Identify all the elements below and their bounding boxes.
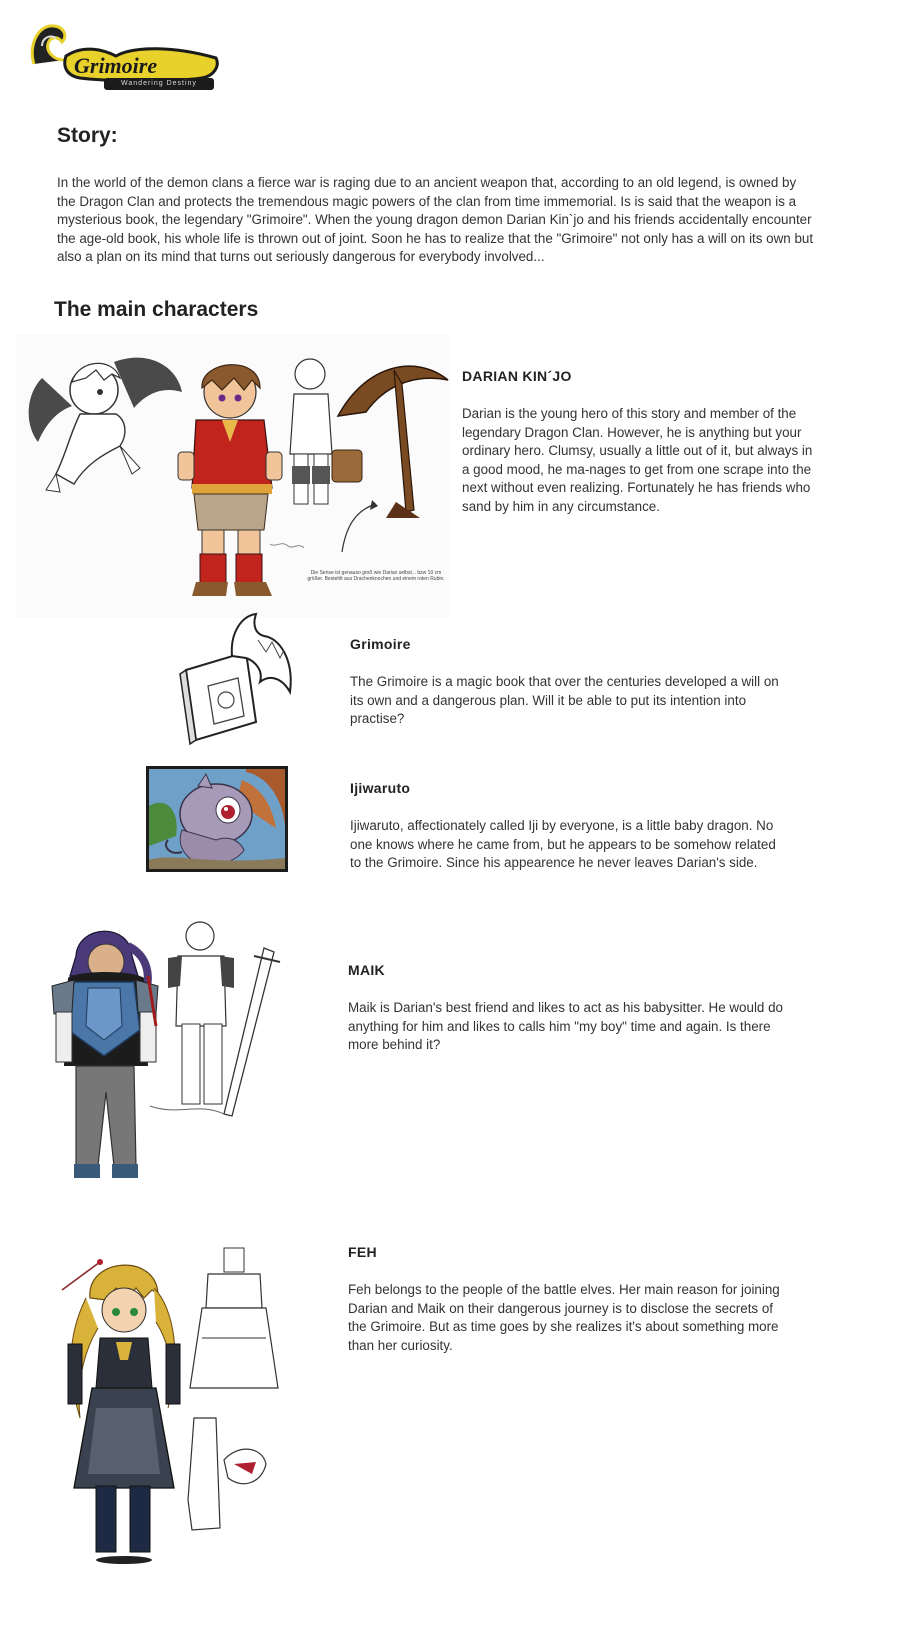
grimoire-logo bbox=[24, 16, 239, 98]
logo-tagline: Wandering Destiny bbox=[104, 78, 214, 90]
character-desc-feh: Feh belongs to the people of the battle elves. Her main reason for joining Darian and Maik on their dangerous journey is to disclose the secrets of the Grimoire. But as time goes by she realizes it's about something more than her curiosity. bbox=[348, 1282, 780, 1353]
story-text: In the world of the demon clans a fierce war is raging due to an ancient weapon that, according to an old legend, is owned by the Dragon Clan and protects the tremendous magic powers of the clan from time immemorial. Is is said that the weapon is a mysterious book, the legendary "Grimoire". When the young dragon demon Darian Kin`jo and his friends accidentally encounter the age-old book, his whole life is thrown out of joint. Soon he has to realize that the "Grimoire" not only has a will on its own but also a plan on its mind that turns out seriously dangerous for everybody involved... bbox=[57, 175, 814, 264]
character-desc-ijiwaruto: Ijiwaruto, affectionately called Iji by everyone, is a little baby dragon. No one knows where he came from, but he appears to be somehow related to the Grimoire. Since his appearence he never leaves Darian's side. bbox=[350, 818, 776, 870]
character-name-maik: MAIK bbox=[348, 962, 385, 978]
character-desc-grimoire: The Grimoire is a magic book that over the centuries developed a will on its own and a dangerous plan. Will it be able to put its intention into practise? bbox=[350, 674, 779, 726]
logo-title: Grimoire bbox=[74, 53, 158, 78]
character-name-feh: FEH bbox=[348, 1244, 377, 1260]
story-heading: Story: bbox=[57, 124, 118, 147]
ijiwaruto-art bbox=[146, 766, 288, 872]
characters-heading: The main characters bbox=[54, 298, 259, 321]
feh-character-art bbox=[56, 1238, 282, 1592]
character-name-darian: DARIAN KIN´JO bbox=[462, 368, 572, 384]
darian-character-art bbox=[16, 334, 450, 618]
character-desc-maik: Maik is Darian's best friend and likes to act as his babysitter. He would do anything for him and likes to calls him "my boy" time and again. Is there more behind it? bbox=[348, 1000, 783, 1052]
character-name-ijiwaruto: Ijiwaruto bbox=[350, 780, 411, 796]
character-desc-darian: Darian is the young hero of this story and member of the legendary Dragon Clan. However, he is anything but your ordinary hero. Clumsy, usually a little out of it, but always in a good mood, he ma-nages to get from one scrape into the next without even realizing. Fortunately he has friends who sand by him in any circumstance. bbox=[462, 406, 813, 514]
maik-character-art bbox=[48, 916, 290, 1208]
grimoire-book-art bbox=[172, 612, 298, 746]
character-name-grimoire: Grimoire bbox=[350, 636, 411, 652]
darian-art-caption: Die Sense ist genauso groß wie Darian selbst... bzw 10 cm größer. Bestehlt aus Drachenknochen und einem roten Rubin. bbox=[307, 570, 445, 582]
